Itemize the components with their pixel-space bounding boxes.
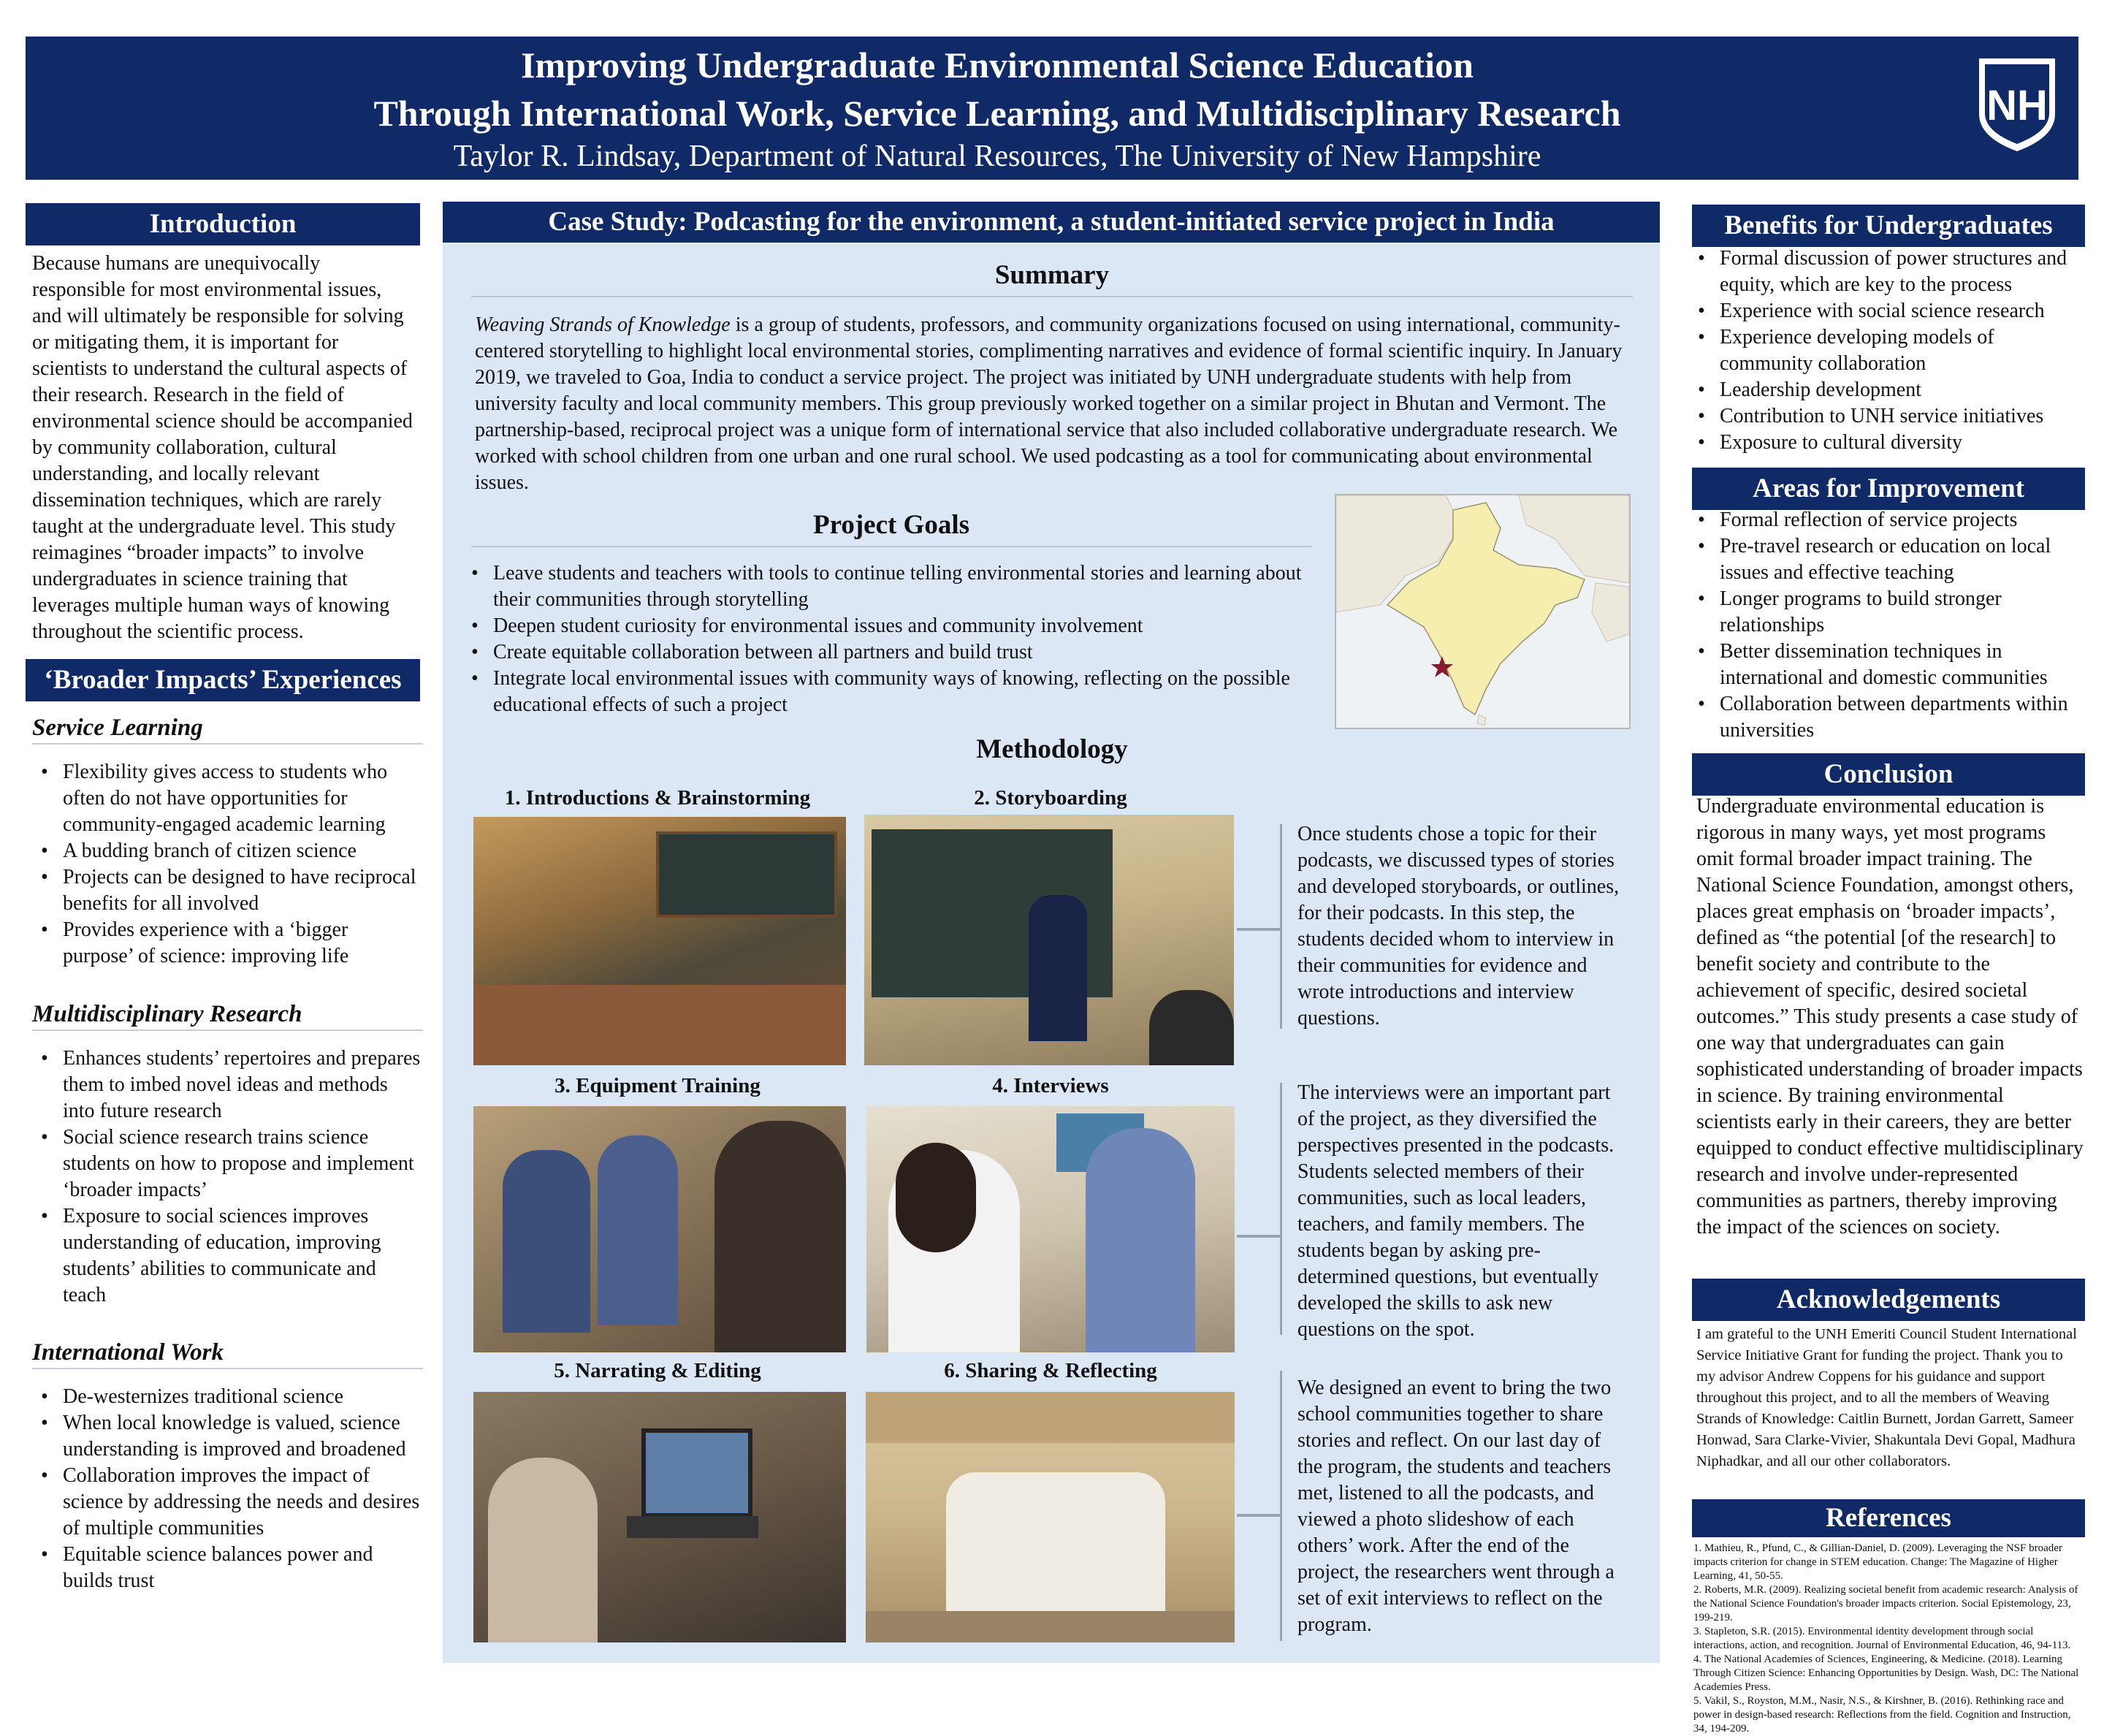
step-2-caption: 2. Storyboarding [974,786,1127,810]
summary-text [475,312,1633,496]
list-item: • Experience developing models of community collaboration [1720,324,2088,377]
service-learning-title: Service Learning [32,712,423,745]
author-line: Taylor R. Lindsay, Department of Natural Resources, The University of New Hampshire [453,140,1541,173]
step-1-caption: 1. Introductions & Brainstorming [504,786,811,810]
list-item: • Enhances students’ repertoires and prepares them to imbed novel ideas and methods into future research [63,1046,423,1124]
svg-text:NH: NH [1986,82,2048,129]
step-4-caption: 4. Interviews [992,1074,1109,1097]
storyboarding-text: Once students chose a topic for their podcasts, we discussed types of stories and developed storyboards, or outlines, for their podcasts. In this step, the students decided whom to interview in their communities for evidence and wrote introductions and interview questions. [1297,823,1620,1029]
list-item: • Leadership development [1720,377,2088,403]
list-item: • A budding branch of citizen science [63,838,423,864]
reference-item: 5. Vakil, S., Royston, M.M., Nasir, N.S., & Kirshner, B. (2016). Rethinking race and power in design-based research: Reflections from the field. Cognition and Instruction, 34, 194-209. [1693,1695,2071,1735]
conclusion-text: Undergraduate environmental education is rigorous in many ways, yet most programs omit formal broader impact training. The National Science Foundation, amongst others, places great emphasis on ‘broader impacts’, defined as “the potential [of the research] to benefit society and contribute to the achievement of specific, desired societal outcomes.” This study presents a case study of one way that undergraduates can gain sophisticated understanding of broader impacts in science. By training environmental scientists early in their careers, they are better equipped to conduct effective multidisciplinary research and involve under-represented communities as partners, thereby improving the impact of the sciences on society. [1696,795,2084,1238]
list-item: • Longer programs to build stronger relationships [1720,586,2088,639]
conclusion-heading: Conclusion [1692,753,2085,796]
benefits-list [1693,245,2088,456]
list-item: • Exposure to social sciences improves understanding of education, improving students’ abilities to communicate and teach [63,1203,423,1309]
improvement-heading: Areas for Improvement [1692,468,2085,510]
acknowledgements-text: I am grateful to the UNH Emeriti Council Student International Service Initiative Grant for funding the project. Thank you to my advisor Andrew Coppens for his guidance and support throughout this project, and to all the members of Weaving Strands of Knowledge: Caitlin Burnett, Jordan Garrett, Sameer Honwad, Sara Clarke-Vivier, Shakuntala Devi Gopal, Madhura Niphadkar, and all our other collaborators. [1696,1326,2077,1469]
unh-logo [1976,56,2058,154]
sharing-reflecting-text: We designed an event to bring the two school communities together to share stories and reflect. On our last day of the program, the students and teachers met, listened to all the podcasts, and viewed a photo slideshow of each others’ work. After the end of the project, the researchers went through a set of exit interviews to reflect on the program. [1297,1377,1615,1636]
list-item: • Create equitable collaboration between all partners and build trust [493,639,1319,666]
list-item: • Integrate local environmental issues with community ways of knowing, reflecting on the possible educational effects of such a project [493,666,1319,718]
methodology-heading: Methodology [976,734,1128,764]
narrating-editing-photo [473,1392,846,1642]
list-item: • Contribution to UNH service initiatives [1720,403,2088,430]
reference-item: 2. Roberts, M.R. (2009). Realizing societal benefit from academic research: Analysis of the National Science Foundation's broader impacts criterion. Social Epistemology, 23, 199-219. [1693,1584,2078,1623]
list-item: • Better dissemination techniques in international and domestic communities [1720,639,2088,691]
list-item: • Formal reflection of service projects [1720,507,2088,533]
summary-heading: Summary [471,259,1633,297]
international-work-list [32,1384,423,1594]
list-item: • When local knowledge is valued, science understanding is improved and broadened [63,1410,423,1463]
india-map-graphic [1336,495,1629,728]
references-list [1693,1542,2084,1736]
step-6-connector [1237,1514,1281,1517]
list-item: • Equitable science balances power and builds trust [63,1542,423,1594]
broader-impacts-heading: ‘Broader Impacts’ Experiences [26,659,420,701]
reference-item: 3. Stapleton, S.R. (2015). Environmental identity development through social interactions, action, and recognition. Journal of Environmental Education, 46, 94-113. [1693,1626,2071,1651]
references-heading: References [1692,1499,2085,1537]
list-item: • Collaboration between departments within universities [1720,691,2088,744]
service-learning-list [32,759,423,970]
poster-title-line-1: Improving Undergraduate Environmental Science Education [521,45,1474,85]
summary-body: is a group of students, professors, and community organizations focused on using international, community-centered storytelling to highlight local environmental stories, complimenting narratives and evidence of formal scientific inquiry. In January 2019, we traveled to Goa, India to conduct a service project. The project was initiated by UNH undergraduate students with help from university faculty and local community members. This group previously worked together on a similar project in Bhutan and Vermont. The partnership-based, reciprocal project was a unique form of international service that also included collaborative undergraduate research. We worked with school children from one urban and one rural school. We used podcasting as a tool for communicating about environmental issues. [475,313,1623,494]
list-item: • De-westernizes traditional science [63,1384,423,1410]
step-6-caption: 6. Sharing & Reflecting [944,1359,1157,1382]
list-item: • Pre-travel research or education on local issues and effective teaching [1720,533,2088,586]
improvement-list [1693,507,2088,744]
list-item: • Flexibility gives access to students who often do not have opportunities for community-engaged academic learning [63,759,423,838]
case-study-heading: Case Study: Podcasting for the environment, a student-initiated service project in India [443,202,1660,243]
india-map [1335,494,1631,729]
unh-shield-icon [1976,56,2058,154]
poster-title-line-2: Through International Work, Service Learning, and Multidisciplinary Research [373,93,1621,134]
list-item: • Provides experience with a ‘bigger purpose’ of science: improving life [63,917,423,970]
step-4-bracket [1280,1083,1282,1335]
introduction-text: Because humans are unequivocally responsible for most environmental issues, and will ultimately be responsible for solving or mitigating them, it is important for scientists to understand the cultural aspects of their research. Research in the field of environmental science should be accompanied by community collaboration, cultural understanding, and locally relevant dissemination techniques, which are rarely taught at the undergraduate level. This study reimagines “broader impacts” to involve undergraduates in science training that leverages multiple human ways of knowing throughout the scientific process. [32,252,413,643]
step-2-connector [1237,928,1281,931]
project-goals-heading: Project Goals [471,509,1311,547]
list-item: • Exposure to cultural diversity [1720,430,2088,456]
list-item: • Deepen student curiosity for environmental issues and community involvement [493,613,1319,639]
list-item: • Collaboration improves the impact of science by addressing the needs and desires of multiple communities [63,1463,423,1542]
step-5-caption: 5. Narrating & Editing [554,1359,761,1382]
step-3-caption: 3. Equipment Training [554,1074,761,1097]
storyboarding-photo [864,815,1234,1065]
list-item: • Leave students and teachers with tools to continue telling environmental stories and learning about their communities through storytelling [493,560,1319,613]
international-work-title: International Work [32,1337,423,1369]
introductions-photo [473,817,846,1065]
project-goals-list [471,560,1319,718]
interviews-text: The interviews were an important part of the project, as they diversified the perspectives presented in the podcasts. Students selected members of their communities, such as local leaders, teachers, and family members. The students began by asking pre-determined questions, but eventually developed the skills to ask new questions on the spot. [1297,1081,1615,1341]
service-learning-section [32,712,423,970]
international-work-section [32,1337,423,1594]
list-item: • Experience with social science research [1720,298,2088,324]
list-item: • Formal discussion of power structures and equity, which are key to the process [1720,245,2088,298]
multidisciplinary-research-section [32,999,423,1309]
multidisciplinary-research-list [32,1046,423,1309]
title-banner [26,37,2078,180]
list-item: • Projects can be designed to have reciprocal benefits for all involved [63,864,423,917]
summary-group-name: Weaving Strands of Knowledge [475,313,731,336]
interviews-photo [866,1106,1235,1352]
benefits-heading: Benefits for Undergraduates [1692,205,2085,247]
multidisciplinary-research-title: Multidisciplinary Research [32,999,423,1031]
reference-item: 1. Mathieu, R., Pfund, C., & Gillian-Daniel, D. (2009). Leveraging the NSF broader impacts criterion for change in STEM education. Change: The Magazine of Higher Learning, 41, 50-55. [1693,1542,2062,1582]
sharing-reflecting-photo [866,1392,1235,1642]
reference-item: 4. The National Academies of Sciences, Engineering, & Medicine. (2018). Learning Through Citizen Science: Enhancing Opportunities by Design. Wash, DC: The National Academies Press. [1693,1653,2079,1693]
introduction-heading: Introduction [26,203,420,245]
step-4-connector [1237,1235,1281,1238]
list-item: • Social science research trains science students on how to propose and implement ‘broader impacts’ [63,1124,423,1203]
equipment-training-photo [473,1106,846,1352]
step-2-bracket [1280,824,1282,1029]
step-6-bracket [1280,1371,1282,1641]
acknowledgements-heading: Acknowledgements [1692,1279,2085,1321]
